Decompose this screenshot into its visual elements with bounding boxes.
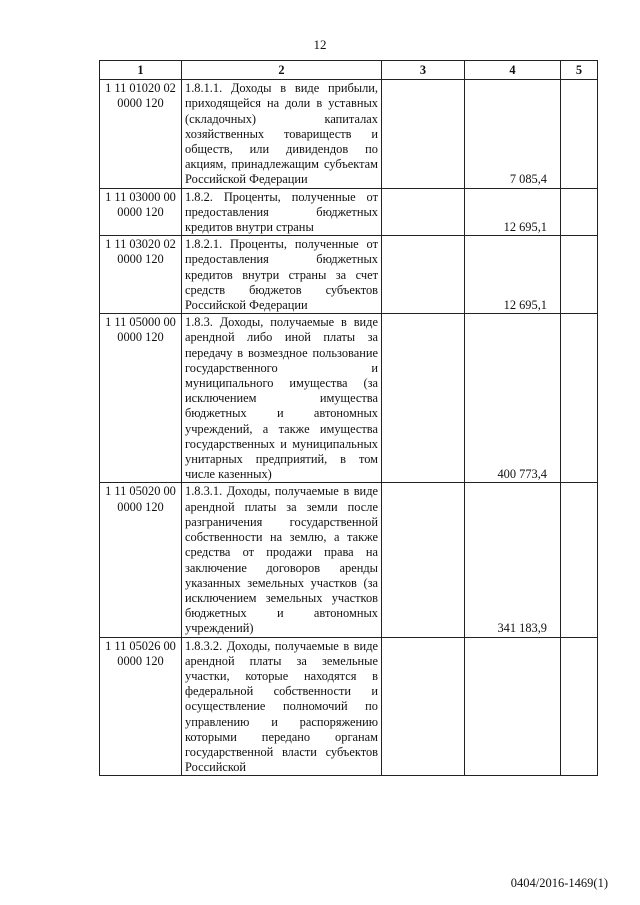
- table-row: [100, 314, 598, 483]
- revenue-table: [99, 60, 598, 776]
- column-3-cell: [382, 483, 465, 637]
- column-header-5: 5: [561, 61, 598, 80]
- table-row: [100, 188, 598, 236]
- page-number: 12: [313, 37, 327, 52]
- amount-cell: 341 183,9: [465, 483, 561, 637]
- column-5-cell: [561, 483, 598, 637]
- budget-code-cell: 1 11 05000 00 0000 120: [100, 314, 182, 483]
- column-5-cell: [561, 314, 598, 483]
- revenue-name-cell: 1.8.3. Доходы, получаемые в виде арендной либо иной платы за передачу в возмездное пользование государственного и муниципального имущества (за исключением имущества бюджетных и автономных учреждений, а также имущества государственных и муниципальных унитарных предприятий, в том числе казенных): [182, 314, 382, 483]
- amount-cell: 400 773,4: [465, 314, 561, 483]
- column-3-cell: [382, 80, 465, 188]
- budget-code-cell: 1 11 03000 00 0000 120: [100, 188, 182, 236]
- amount-cell: 12 695,1: [465, 236, 561, 314]
- column-3-cell: [382, 314, 465, 483]
- column-5-cell: [561, 188, 598, 236]
- column-5-cell: [561, 637, 598, 776]
- column-header-3: 3: [382, 61, 465, 80]
- budget-code-cell: 1 11 01020 02 0000 120: [100, 80, 182, 188]
- column-5-cell: [561, 80, 598, 188]
- table-row: [100, 236, 598, 314]
- table-row: [100, 80, 598, 188]
- column-header-2: 2: [182, 61, 382, 80]
- table-row: [100, 637, 598, 776]
- table-header-row: [100, 61, 598, 80]
- revenue-name-cell: 1.8.2.1. Проценты, полученные от предоставления бюджетных кредитов внутри страны за счет средств бюджетов субъектов Российской Федерации: [182, 236, 382, 314]
- budget-code-cell: 1 11 03020 02 0000 120: [100, 236, 182, 314]
- table-row: [100, 483, 598, 637]
- budget-code-cell: 1 11 05026 00 0000 120: [100, 637, 182, 776]
- revenue-name-cell: 1.8.2. Проценты, полученные от предоставления бюджетных кредитов внутри страны: [182, 188, 382, 236]
- column-3-cell: [382, 637, 465, 776]
- column-header-1: 1: [100, 61, 182, 80]
- revenue-name-cell: 1.8.3.1. Доходы, получаемые в виде арендной платы за земли после разграничения государственной собственности на землю, а также средства от продажи права на заключение договоров аренды указанных земельных участков (за исключением земельных участков бюджетных и автономных учреждений): [182, 483, 382, 637]
- revenue-name-cell: 1.8.1.1. Доходы в виде прибыли, приходящейся на доли в уставных (складочных) капиталах хозяйственных товариществ и обществ, или дивидендов по акциям, принадлежащим субъектам Российской Федерации: [182, 80, 382, 188]
- revenue-name-cell: 1.8.3.2. Доходы, получаемые в виде арендной платы за земельные участки, которые находятся в федеральной собственности и осуществление полномочий по управлению и распоряжению которыми передано органам государственной власти субъектов Российской: [182, 637, 382, 776]
- amount-cell: 7 085,4: [465, 80, 561, 188]
- column-3-cell: [382, 236, 465, 314]
- budget-code-cell: 1 11 05020 00 0000 120: [100, 483, 182, 637]
- amount-cell: [465, 637, 561, 776]
- column-3-cell: [382, 188, 465, 236]
- document-registration-code: 0404/2016-1469(1): [510, 876, 608, 890]
- column-5-cell: [561, 236, 598, 314]
- column-header-4: 4: [465, 61, 561, 80]
- amount-cell: 12 695,1: [465, 188, 561, 236]
